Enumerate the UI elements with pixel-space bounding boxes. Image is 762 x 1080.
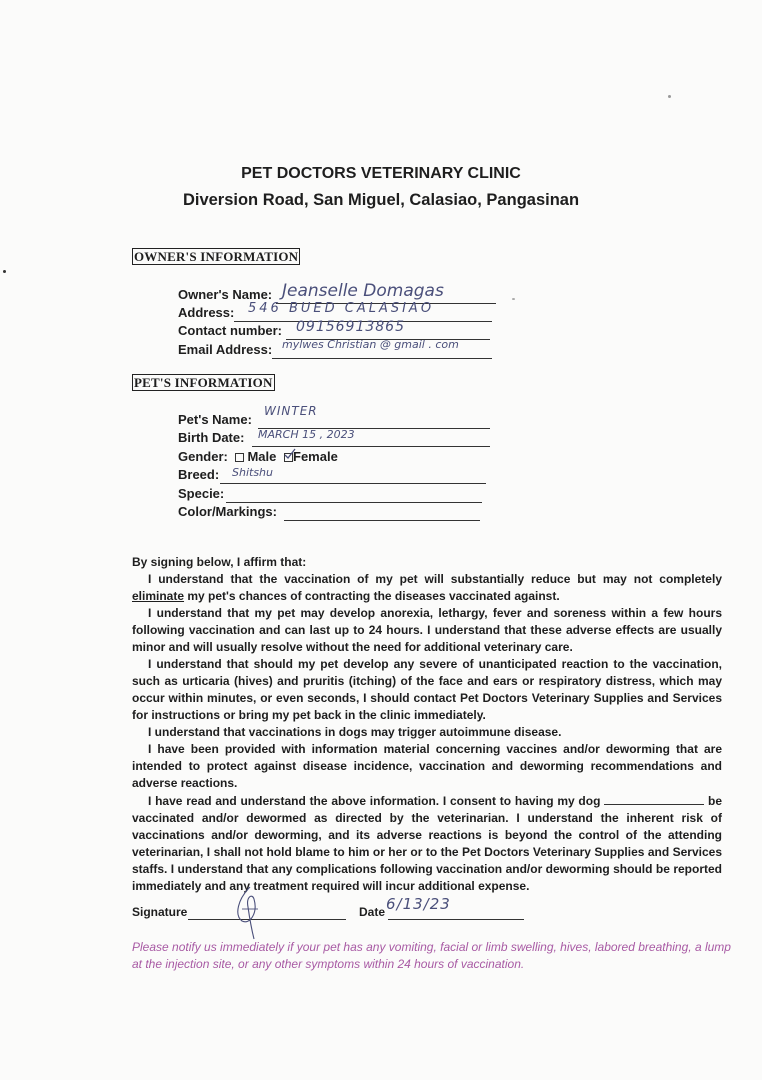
owner-name-value: Jeanselle Domagas [282,281,444,301]
color-markings-label: Color/Markings: [178,504,277,519]
pet-name-value: WINTER [264,404,318,418]
affirmation-intro: By signing below, I affirm that: [132,555,307,569]
owner-email-value: mylwes Christian @ gmail . com [282,338,459,351]
owner-email-label: Email Address: [178,342,273,357]
specie-label: Specie: [178,486,225,501]
dog-name-blank[interactable] [604,792,704,805]
owner-section-title: OWNER'S INFORMATION [134,249,299,264]
affirmation-paragraph [132,571,722,605]
affirmation-paragraph: I understand that my pet may develop anorexia, lethargy, fever and soreness within a few hours following vaccination and can last up to 24 hours. I understand that these adverse effects are usually minor and will usually resolve without the need for additional veterinary care. [132,606,722,654]
owner-address-label: Address: [178,305,235,320]
owner-address-value: 546 BUED CALASIAO [248,301,435,316]
date-value: 6/13/23 [386,895,451,913]
specie-line[interactable] [226,486,482,503]
female-label: Female [293,449,338,464]
clinic-name: PET DOCTORS VETERINARY CLINIC [241,165,521,182]
pet-section-title: PET'S INFORMATION [134,375,273,390]
gender-field [178,449,338,464]
birth-date-value: MARCH 15 , 2023 [258,428,355,441]
date-label: Date [359,905,386,919]
male-label: Male [247,449,277,464]
affirmation-p6-text: I have read and understand the above information. I consent to having my dog [148,794,601,808]
color-markings-line[interactable] [284,504,480,521]
female-checkbox[interactable] [284,453,293,462]
pet-name-label: Pet's Name: [178,412,252,427]
affirmation-paragraph [132,792,722,895]
breed-value: Shitshu [232,466,273,479]
scan-speck [3,270,6,273]
scan-speck [668,95,671,98]
affirmation-text [132,554,722,895]
owner-contact-label: Contact number: [178,323,282,338]
male-checkbox[interactable] [235,453,244,462]
clinic-address: Diversion Road, San Miguel, Calasiao, Pangasinan [182,191,580,209]
owner-contact-value: 09156913865 [296,319,405,335]
affirmation-paragraph: I understand that should my pet develop any severe of unanticipated reaction to the vaccination, such as urticaria (hives) and pruritis (itching) of the face and ears or respiratory distress, which may occur within minutes, or even seconds, I should contact Pet Doctors Veterinary Supplies and Services for instructions or bring my pet back in the clinic immediately. [132,657,722,722]
gender-label: Gender: [178,449,228,464]
owner-name-label: Owner's Name: [178,287,273,302]
affirmation-p1-text: I understand that the vaccination of my pet will substantially reduce but may not completely [148,572,722,586]
affirmation-p1-text-end: my pet's chances of contracting the diseases vaccinated against. [184,589,560,603]
birth-date-label: Birth Date: [178,430,245,445]
notice-text: Please notify us immediately if your pet has any vomiting, facial or limb swelling, hives, labored breathing, a lump at the injection site, or any other symptoms within 24 hours of vaccination. [132,940,731,971]
scan-speck [512,298,515,300]
affirmation-p6-text-end: be vaccinated and/or dewormed as directed by the veterinarian. I understand the inherent risk of vaccinations and/or deworming, and its adverse reactions is beyond the control of the attending veterinarian, I shall not hold blame to him or her or to the Pet Doctors Veterinary Supplies and Services staffs. I understand that any complications following vaccination and/or deworming should be reported immediately and any treatment required will incur additional expense. [132,794,722,893]
signature-mark [228,885,272,943]
affirmation-paragraph: I have been provided with information material concerning vaccines and/or deworming that are intended to protect against disease incidence, vaccination and deworming recommendations and adverse reactions. [132,742,722,790]
signature-label: Signature [132,905,188,919]
affirmation-p1-underlined: eliminate [132,589,185,603]
breed-label: Breed: [178,467,220,482]
affirmation-paragraph: I understand that vaccinations in dogs may trigger autoimmune disease. [148,725,562,739]
checkmark-icon [284,448,296,460]
